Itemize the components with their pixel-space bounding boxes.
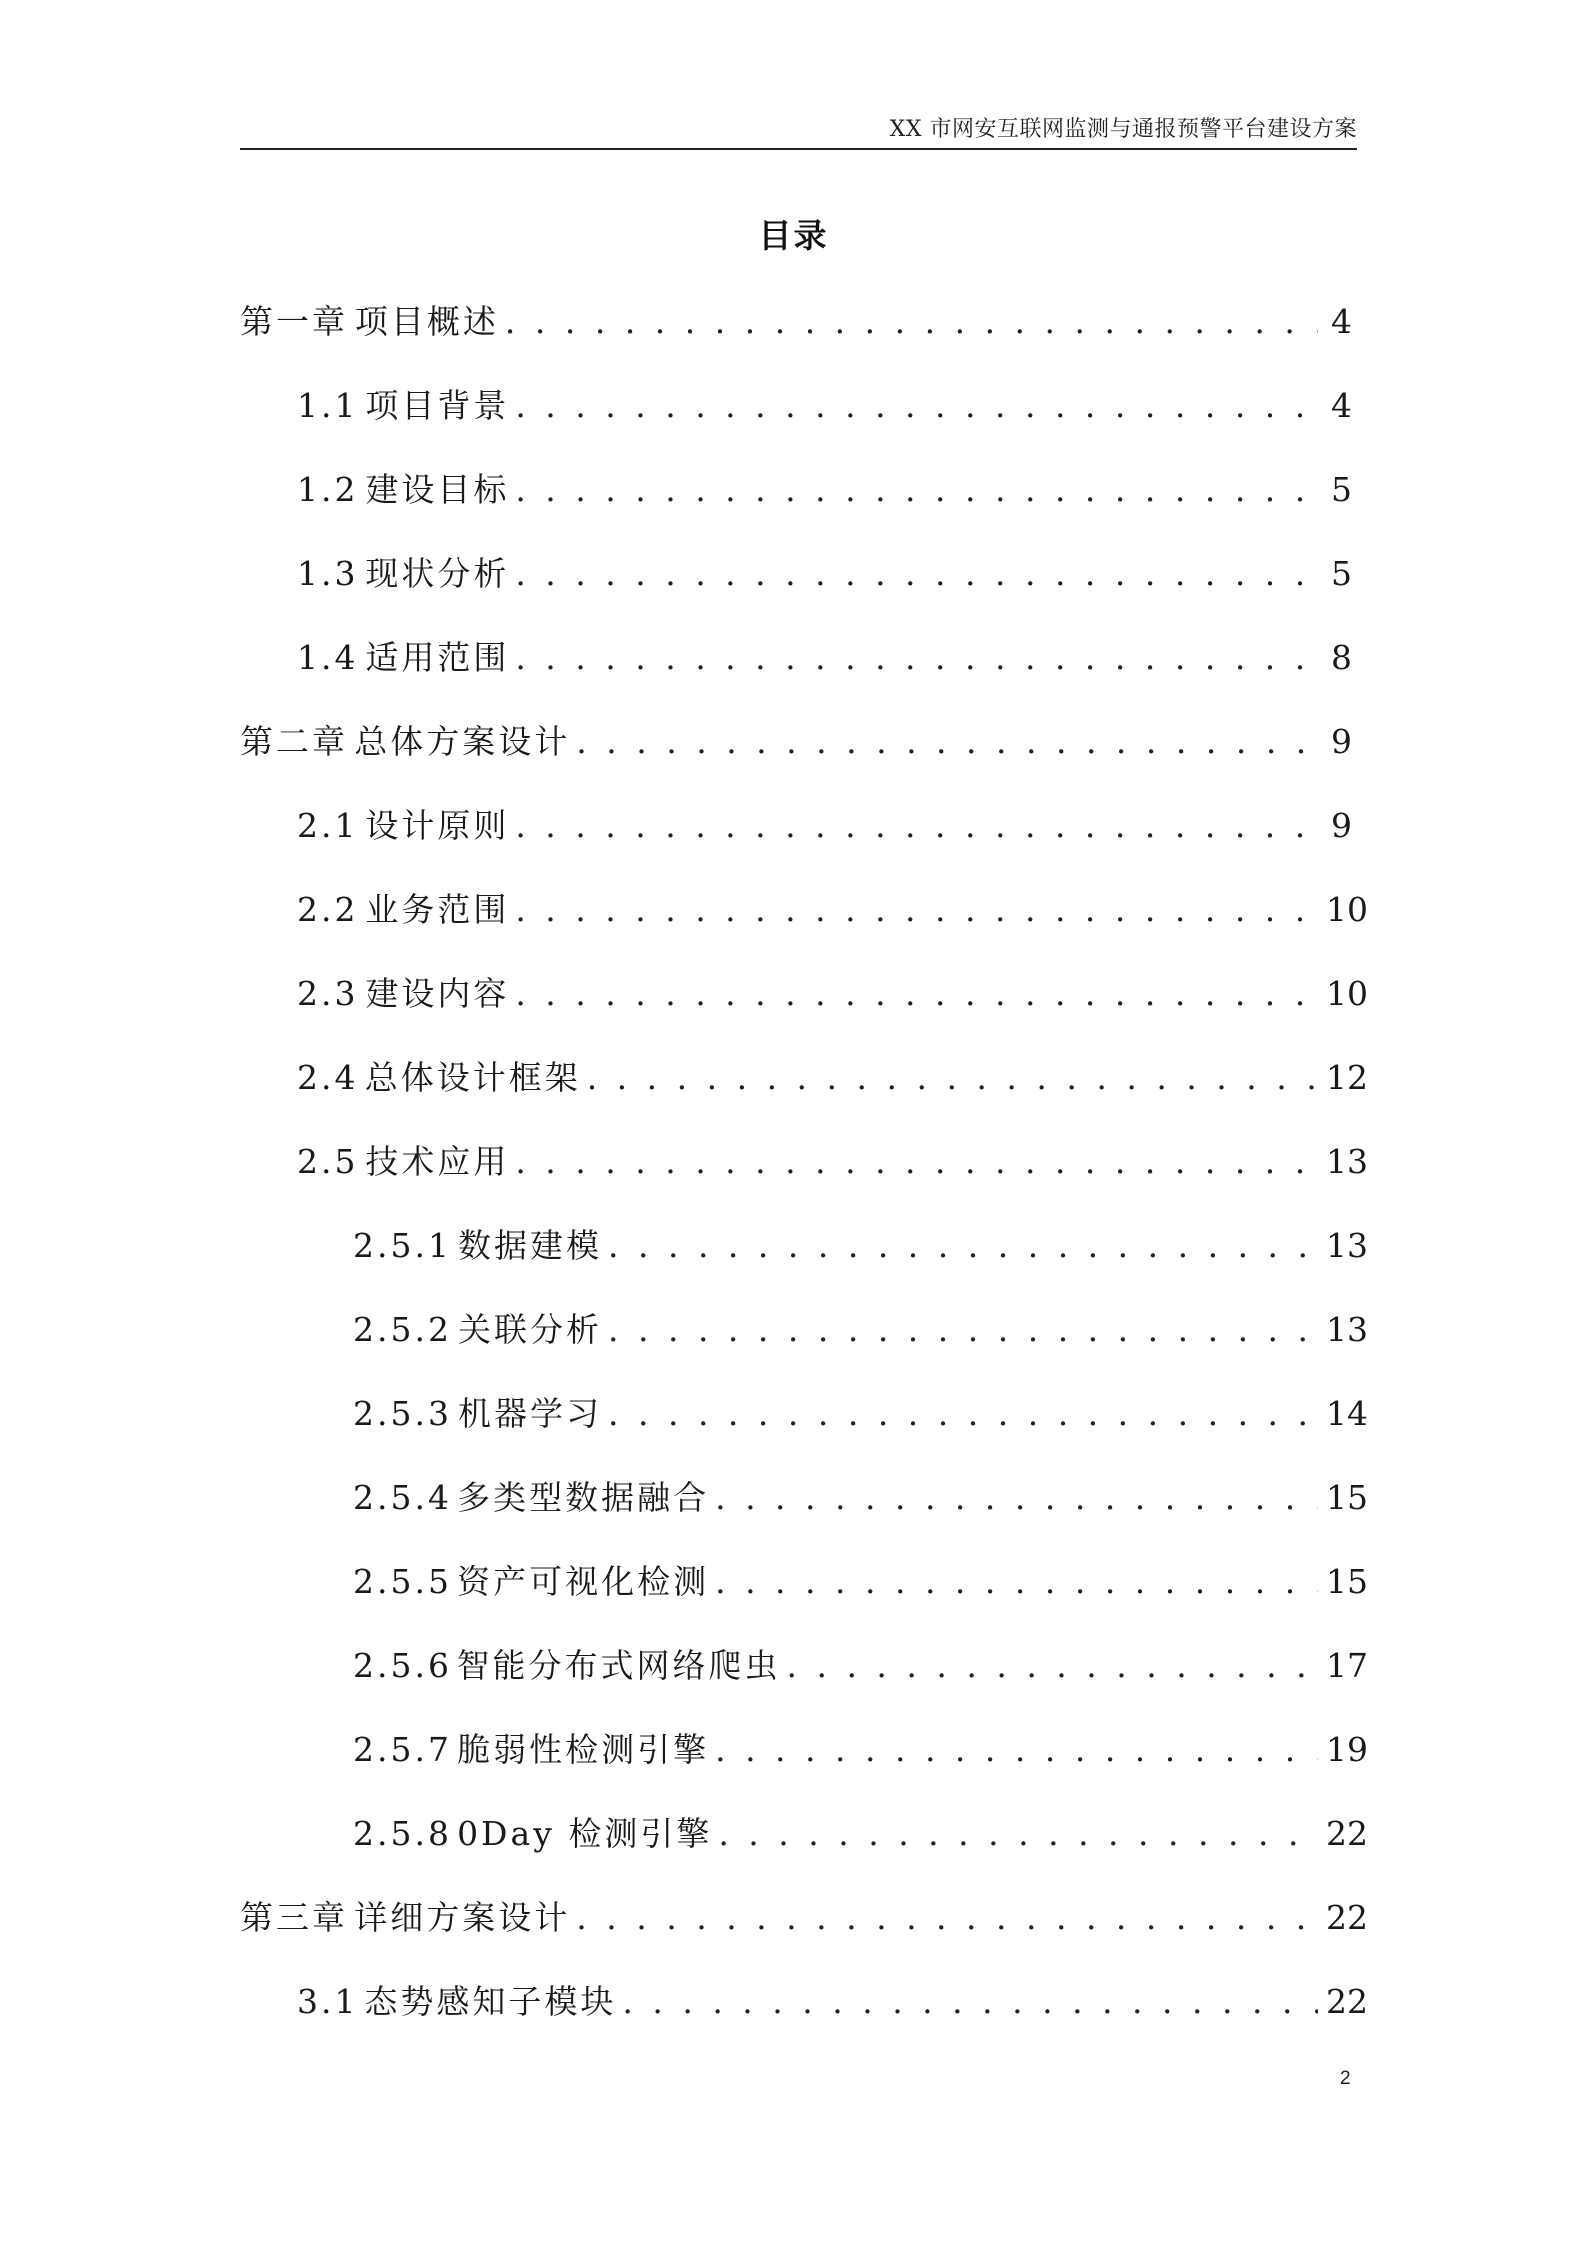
toc-entry[interactable]: [240, 880, 1368, 964]
toc-entry[interactable]: [240, 460, 1352, 544]
toc-dot-leader: [718, 1804, 1318, 1864]
toc-entry[interactable]: [240, 292, 1352, 376]
toc-entry-number: 1.1: [297, 386, 359, 425]
toc-entry-page: 10: [1326, 974, 1368, 1013]
toc-entry-label: 总体设计框架: [364, 1058, 581, 1097]
toc-entry-page: 14: [1326, 1394, 1368, 1433]
toc-entry[interactable]: [240, 1048, 1368, 1132]
toc-entry[interactable]: [240, 796, 1352, 880]
table-of-contents: [240, 292, 1368, 2056]
toc-dot-leader: [515, 544, 1318, 604]
toc-entry-page: 22: [1326, 1898, 1368, 1937]
toc-dot-leader: [608, 1384, 1318, 1444]
toc-entry[interactable]: [240, 628, 1352, 712]
toc-entry-page: 5: [1331, 470, 1352, 509]
toc-entry-page: 17: [1326, 1646, 1368, 1685]
toc-entry-label: 智能分布式网络爬虫: [456, 1646, 781, 1685]
toc-entry-label: 详细方案设计: [354, 1898, 571, 1937]
toc-entry[interactable]: [240, 712, 1352, 796]
toc-entry-page: 4: [1331, 302, 1352, 341]
toc-dot-leader: [515, 376, 1318, 436]
toc-dot-leader: [715, 1468, 1318, 1528]
toc-entry[interactable]: [240, 1132, 1368, 1216]
toc-dot-leader: [576, 1888, 1318, 1948]
toc-entry-number: 2.5.2: [353, 1310, 452, 1349]
toc-entry-label: 总体方案设计: [354, 722, 571, 761]
toc-entry-number: 2.5.5: [353, 1562, 452, 1601]
toc-entry-page: 4: [1331, 386, 1352, 425]
toc-entry-label: 资产可视化检测: [457, 1562, 710, 1601]
toc-entry-number: 第三章: [240, 1898, 348, 1937]
toc-entry-label: 数据建模: [458, 1226, 602, 1265]
toc-entry[interactable]: [240, 544, 1352, 628]
toc-entry[interactable]: [240, 1468, 1368, 1552]
toc-entry-number: 第一章: [240, 302, 348, 341]
toc-entry-number: 2.3: [297, 974, 359, 1013]
toc-entry[interactable]: [240, 1888, 1368, 1972]
toc-entry-label: 项目背景: [365, 386, 510, 425]
toc-entry-label: 业务范围: [365, 890, 510, 929]
toc-entry-page: 12: [1326, 1058, 1368, 1097]
toc-dot-leader: [515, 796, 1318, 856]
toc-entry-number: 3.1: [297, 1982, 359, 2021]
toc-entry-page: 13: [1326, 1226, 1368, 1265]
toc-entry-number: 2.4: [297, 1058, 359, 1097]
toc-entry-number: 2.5.1: [353, 1226, 452, 1265]
toc-entry-label: 适用范围: [365, 638, 510, 677]
toc-dot-leader: [715, 1552, 1318, 1612]
toc-dot-leader: [515, 964, 1318, 1024]
toc-dot-leader: [608, 1300, 1318, 1360]
toc-dot-leader: [786, 1636, 1318, 1696]
toc-entry-page: 9: [1331, 722, 1352, 761]
toc-entry[interactable]: [240, 1720, 1368, 1804]
toc-entry[interactable]: [240, 1636, 1368, 1720]
toc-entry-label: 脆弱性检测引擎: [457, 1730, 710, 1769]
toc-dot-leader: [505, 292, 1318, 352]
toc-entry-label: 项目概述: [354, 302, 499, 341]
toc-entry-number: 1.3: [297, 554, 359, 593]
document-title: XX 市网安互联网监测与通报预警平台建设方案: [889, 117, 1357, 142]
toc-entry[interactable]: [240, 1552, 1368, 1636]
toc-entry-number: 2.5.6: [353, 1646, 452, 1685]
toc-entry-page: 13: [1326, 1310, 1368, 1349]
toc-dot-leader: [515, 880, 1318, 940]
toc-dot-leader: [515, 628, 1318, 688]
toc-dot-leader: [515, 1132, 1318, 1192]
toc-dot-leader: [622, 1972, 1318, 2032]
toc-entry-page: 8: [1331, 638, 1352, 677]
toc-entry-number: 2.5.8: [353, 1814, 452, 1853]
toc-entry-number: 2.5.3: [353, 1394, 452, 1433]
toc-entry-page: 10: [1326, 890, 1368, 929]
toc-entry-page: 15: [1326, 1478, 1368, 1517]
toc-entry-number: 2.5.4: [353, 1478, 452, 1517]
toc-heading: 目录: [758, 216, 829, 255]
toc-entry-page: 13: [1326, 1142, 1368, 1181]
toc-entry-label: 机器学习: [458, 1394, 602, 1433]
toc-entry-number: 2.2: [297, 890, 359, 929]
toc-entry-number: 1.2: [297, 470, 359, 509]
toc-dot-leader: [608, 1216, 1318, 1276]
toc-entry[interactable]: [240, 1300, 1368, 1384]
page-number: 2: [1340, 2068, 1351, 2089]
toc-entry-page: 15: [1326, 1562, 1368, 1601]
toc-entry[interactable]: [240, 1216, 1368, 1300]
toc-dot-leader: [587, 1048, 1318, 1108]
toc-entry-label: 0Day 检测引擎: [457, 1814, 713, 1853]
toc-entry-page: 9: [1331, 806, 1352, 845]
toc-dot-leader: [576, 712, 1318, 772]
toc-entry-label: 建设内容: [365, 974, 510, 1013]
toc-entry-label: 设计原则: [365, 806, 510, 845]
toc-entry[interactable]: [240, 376, 1352, 460]
toc-entry-label: 建设目标: [365, 470, 510, 509]
toc-entry-label: 多类型数据融合: [457, 1478, 710, 1517]
toc-entry[interactable]: [240, 964, 1368, 1048]
toc-entry-number: 2.1: [297, 806, 359, 845]
page-header: [240, 110, 1357, 150]
toc-dot-leader: [515, 460, 1318, 520]
toc-entry-page: 22: [1326, 1814, 1368, 1853]
toc-entry-number: 2.5: [297, 1142, 359, 1181]
toc-entry-label: 态势感知子模块: [364, 1982, 617, 2021]
toc-entry-page: 5: [1331, 554, 1352, 593]
toc-entry-page: 19: [1326, 1730, 1368, 1769]
toc-entry-label: 技术应用: [365, 1142, 510, 1181]
toc-entry[interactable]: [240, 1804, 1368, 1888]
toc-entry-page: 22: [1326, 1982, 1368, 2021]
toc-entry[interactable]: [240, 1972, 1368, 2056]
toc-entry[interactable]: [240, 1384, 1368, 1468]
toc-dot-leader: [715, 1720, 1318, 1780]
toc-entry-label: 关联分析: [458, 1310, 602, 1349]
toc-entry-number: 第二章: [240, 722, 348, 761]
toc-entry-label: 现状分析: [365, 554, 510, 593]
toc-entry-number: 2.5.7: [353, 1730, 452, 1769]
toc-entry-number: 1.4: [297, 638, 359, 677]
